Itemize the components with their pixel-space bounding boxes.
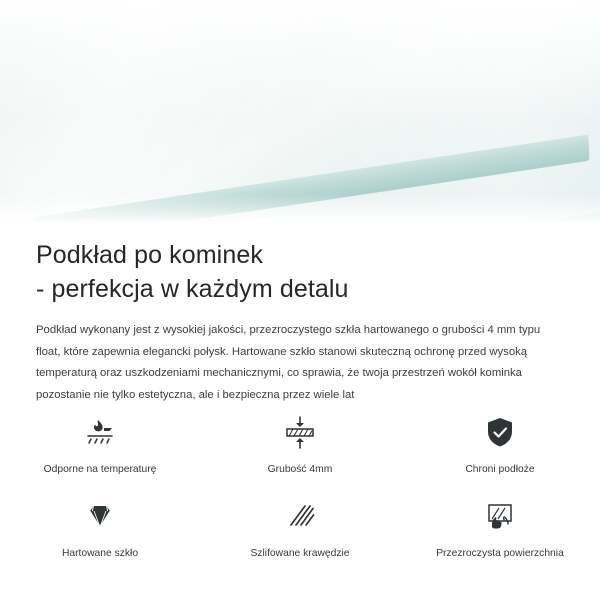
diamond-icon <box>78 496 122 538</box>
feature-label: Szlifowane krawędzie <box>250 548 350 559</box>
feature-item-edges <box>200 488 400 572</box>
feature-grid <box>0 404 600 572</box>
polished-edges-icon <box>278 496 322 538</box>
feature-item-temperature <box>0 404 200 488</box>
feature-item-protection <box>400 404 600 488</box>
feature-label: Hartowane szkło <box>61 548 139 559</box>
clean-surface-hands-icon <box>478 496 522 538</box>
feature-label: Grubość 4mm <box>267 464 333 475</box>
hero-bottom-fade <box>0 194 600 228</box>
hero-image <box>0 0 600 228</box>
feature-item-tempered <box>0 488 200 572</box>
content-block <box>0 228 600 407</box>
shield-check-icon <box>478 412 522 454</box>
feature-label: Przezroczysta powierzchnia <box>436 548 564 559</box>
fire-resistant-icon <box>78 412 122 454</box>
feature-label: Chroni podłoże <box>465 464 535 475</box>
body-paragraph: Podkład wykonany jest z wysokiej jakości, przezroczystego szkła hartowanego o grubości 4 mm typu float, które zapewnia elegancki połysk. Hartowane szkło stanowi skuteczną ochronę przed wysoką temperaturą oraz uszkodzeniami mechanicznymi, co sprawia, że twoja przestrzeń wokół kominka pozostanie nie tylko estetyczna, ale i bezpieczna przez wiele lat <box>36 324 541 402</box>
feature-label: Odporne na temperaturę <box>43 464 157 475</box>
page-title <box>0 228 600 306</box>
headline-line-1: Podkład po kominek <box>36 241 263 269</box>
headline-line-2: - perfekcja w każdym detalu <box>36 275 349 303</box>
feature-item-thickness <box>200 404 400 488</box>
feature-item-transparent <box>400 488 600 572</box>
thickness-measure-icon <box>278 412 322 454</box>
